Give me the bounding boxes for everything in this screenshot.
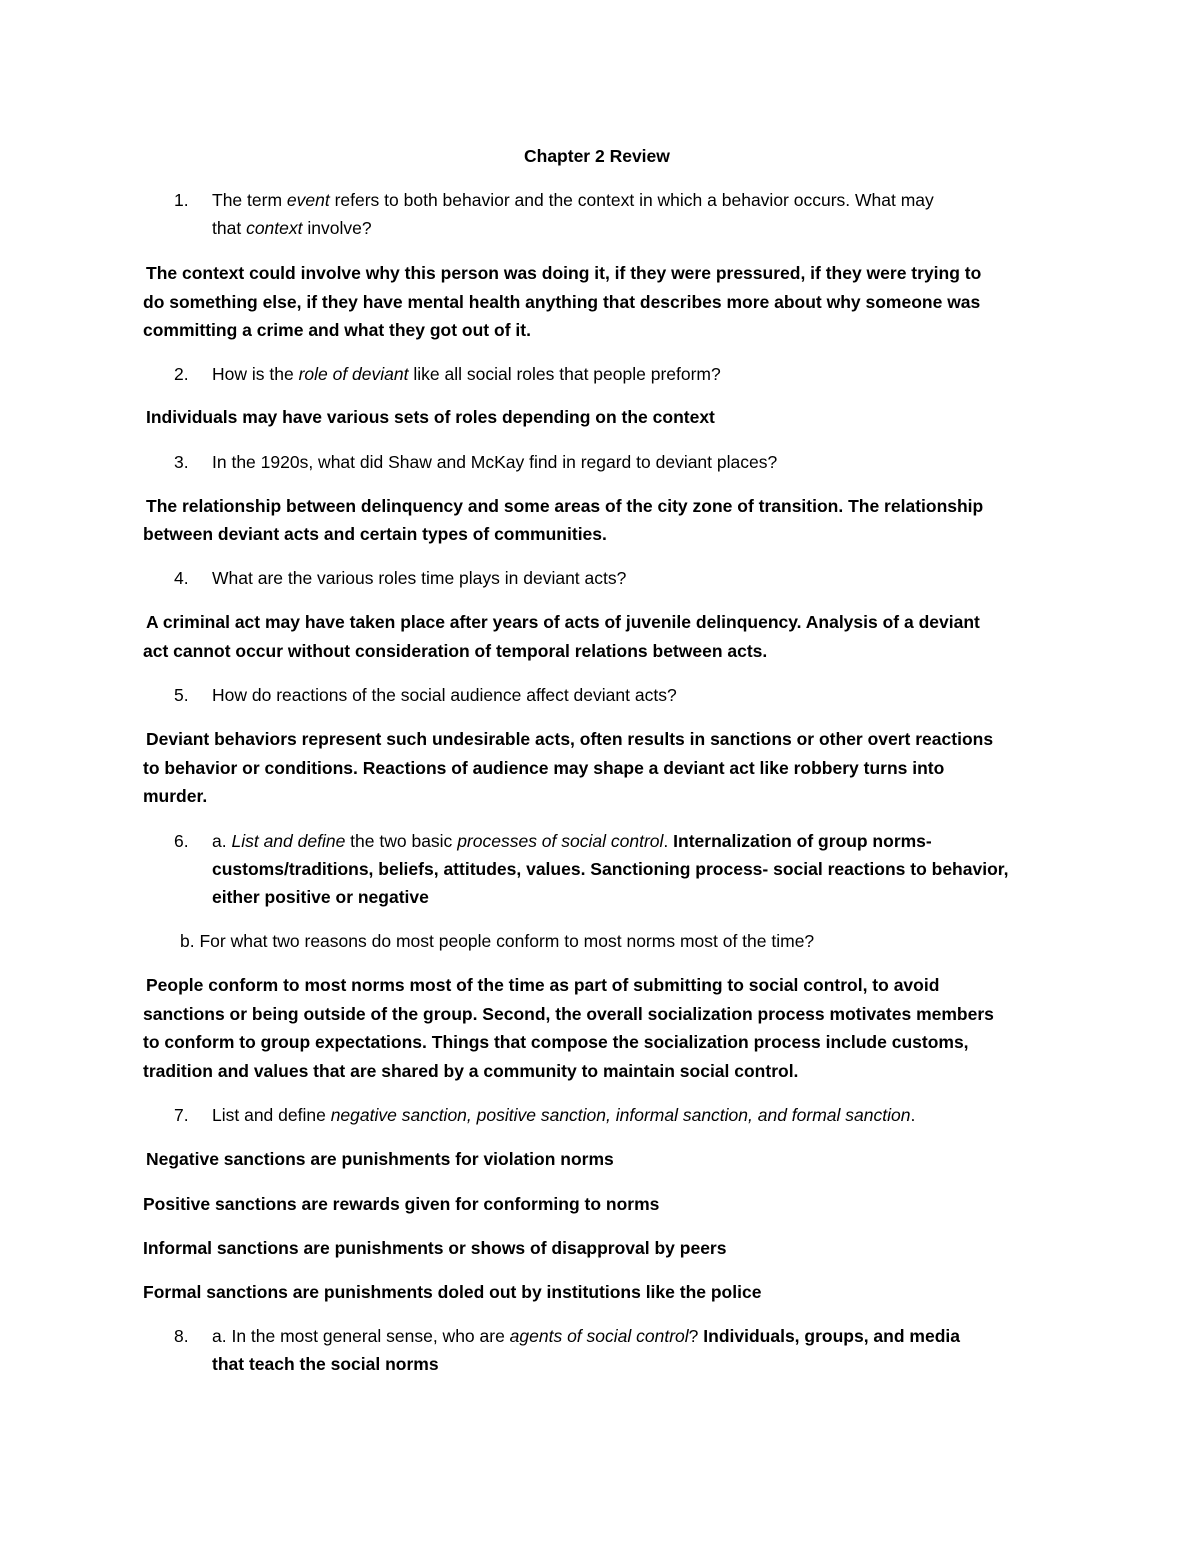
answer-7-line-4: Formal sanctions are punishments doled out by institutions like the police [143, 1282, 762, 1302]
answer-5-line-1: Deviant behaviors represent such undesirable acts, often results in sanctions or other overt reactions [146, 729, 994, 749]
answer-5-line-3: murder. [143, 786, 208, 806]
question-number: 4. [174, 568, 189, 588]
question-7: List and define negative sanction, positive sanction, informal sanction, and formal sanction. [212, 1105, 916, 1125]
question-6-line-2: customs/traditions, beliefs, attitudes, values. Sanctioning process- social reactions to behavior, [212, 859, 1009, 879]
answer-6b-line-1: People conform to most norms most of the time as part of submitting to social control, to avoid [146, 975, 940, 995]
question-number: 3. [174, 452, 189, 472]
answer-6b-line-4: tradition and values that are shared by a community to maintain social control. [143, 1061, 799, 1081]
answer-7-line-2: Positive sanctions are rewards given for conforming to norms [143, 1194, 660, 1214]
answer-1-line-2: do something else, if they have mental health anything that describes more about why someone was [143, 292, 981, 312]
question-number: 8. [174, 1326, 189, 1346]
answer-6b-line-2: sanctions or being outside of the group. Second, the overall socialization process motivates members [143, 1004, 994, 1024]
page-title: Chapter 2 Review [524, 146, 670, 166]
answer-2-line-1: Individuals may have various sets of roles depending on the context [146, 407, 715, 427]
question-8-line-1: a. In the most general sense, who are agents of social control? Individuals, groups, and media [212, 1326, 960, 1346]
question-5: How do reactions of the social audience affect deviant acts? [212, 685, 677, 705]
answer-5-line-2: to behavior or conditions. Reactions of audience may shape a deviant act like robbery turns into [143, 758, 945, 778]
answer-3-line-2: between deviant acts and certain types of communities. [143, 524, 607, 544]
question-6-line-1: a. List and define the two basic processes of social control. Internalization of group norms- [212, 831, 932, 851]
question-4: What are the various roles time plays in deviant acts? [212, 568, 627, 588]
answer-4-line-2: act cannot occur without consideration of temporal relations between acts. [143, 641, 768, 661]
question-8-line-2: that teach the social norms [212, 1354, 439, 1374]
question-number: 1. [174, 190, 189, 210]
question-number: 5. [174, 685, 189, 705]
question-3: In the 1920s, what did Shaw and McKay find in regard to deviant places? [212, 452, 778, 472]
answer-3-line-1: The relationship between delinquency and some areas of the city zone of transition. The relationship [146, 496, 984, 516]
answer-1-line-1: The context could involve why this person was doing it, if they were pressured, if they were trying to [146, 263, 982, 283]
answer-4-line-1: A criminal act may have taken place after years of acts of juvenile delinquency. Analysis of a deviant [146, 612, 980, 632]
question-number: 2. [174, 364, 189, 384]
question-1-line-1: The term event refers to both behavior and the context in which a behavior occurs. What may [212, 190, 934, 210]
question-number: 7. [174, 1105, 189, 1125]
answer-6b-line-3: to conform to group expectations. Things that compose the socialization process include customs, [143, 1032, 969, 1052]
question-6-line-3: either positive or negative [212, 887, 429, 907]
question-6b: b. For what two reasons do most people conform to most norms most of the time? [180, 931, 815, 951]
question-number: 6. [174, 831, 189, 851]
answer-7-line-3: Informal sanctions are punishments or shows of disapproval by peers [143, 1238, 727, 1258]
answer-1-line-3: committing a crime and what they got out of it. [143, 320, 531, 340]
question-1-line-2: that context involve? [212, 218, 372, 238]
answer-7-line-1: Negative sanctions are punishments for violation norms [146, 1149, 614, 1169]
question-2: How is the role of deviant like all social roles that people preform? [212, 364, 721, 384]
